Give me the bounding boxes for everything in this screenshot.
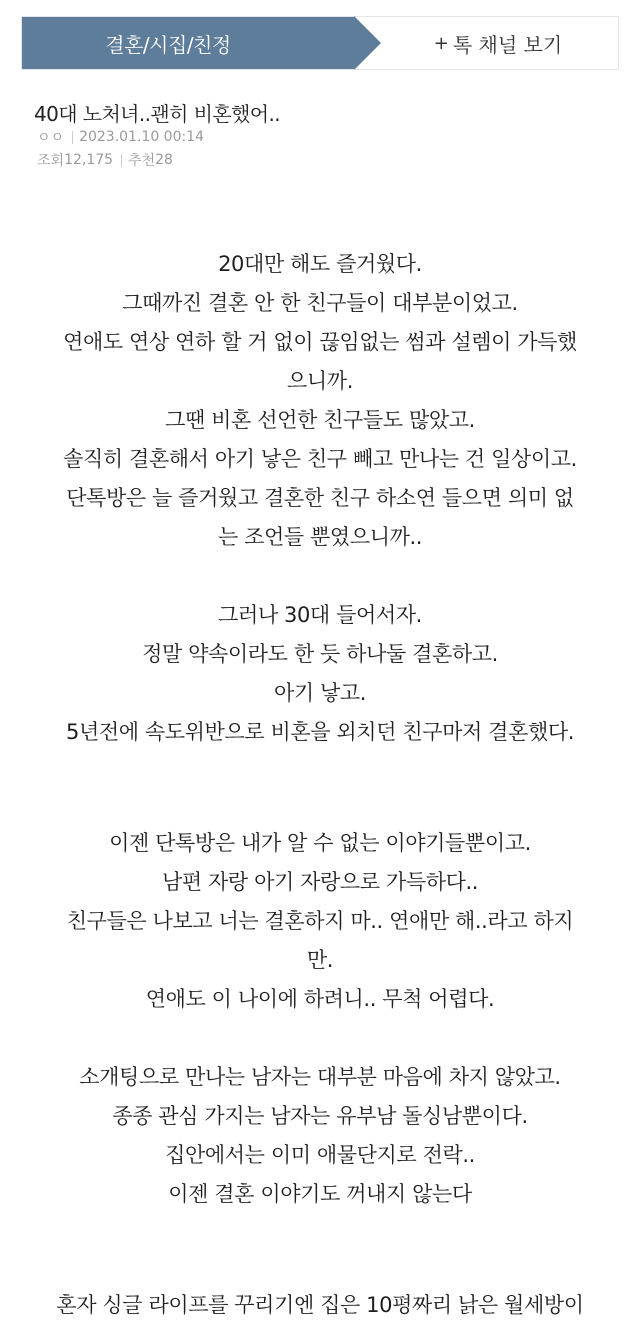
tab-channel-label: 톡 채널 보기 — [452, 32, 563, 57]
body-line: 그땐 비혼 선언한 친구들도 많았고. — [165, 408, 475, 432]
body-line: 그러나 30대 들어서자. — [218, 603, 422, 627]
body-line: 솔직히 결혼해서 아기 낳은 친구 빼고 만나는 건 일상이고. — [63, 447, 577, 471]
body-line: 정말 약속이라도 한 듯 하나둘 결혼하고. — [142, 642, 498, 666]
body-line: 종종 관심 가지는 남자는 유부남 돌싱남뿐이다. — [112, 1104, 528, 1128]
tab-category-marriage[interactable] — [22, 17, 354, 69]
tab-talk-channel[interactable] — [354, 17, 618, 69]
post-datetime: 2023.01.10 00:14 — [79, 129, 205, 145]
body-line: 는 조언들 뿐였으니까.. — [217, 525, 423, 549]
body-line: 그때까진 결혼 안 한 친구들이 대부분이었고. — [122, 291, 518, 315]
body-line: 아기 낳고. — [273, 681, 367, 705]
tab-category-label: 결혼/시집/친정 — [105, 32, 231, 57]
body-line: 5년전에 속도위반으로 비혼을 외치던 친구마저 결혼했다. — [66, 720, 574, 744]
body-line: 으니까. — [287, 369, 353, 393]
body-line: 남편 자랑 아기 자랑으로 가득하다.. — [161, 870, 479, 894]
paragraph-4 — [40, 1058, 600, 1214]
paragraph-5 — [40, 1286, 600, 1325]
body-line: 이젠 단톡방은 내가 알 수 없는 이야기들뿐이고. — [109, 831, 531, 855]
views-label: 조회 — [37, 153, 65, 169]
body-line: 혼자 싱글 라이프를 꾸리기엔 집은 10평짜리 낡은 월세방이 — [56, 1293, 584, 1317]
body-line: 연애도 이 나이에 하려니.. 무척 어렵다. — [145, 987, 495, 1011]
body-line: 연애도 연상 연하 할 거 없이 끊임없는 썸과 설렘이 가득했 — [63, 330, 577, 354]
body-line: 집안에서는 이미 애물단지로 전락.. — [165, 1143, 475, 1167]
meta-divider — [72, 131, 73, 144]
body-line: 20대만 해도 즐거웠다. — [218, 252, 422, 276]
meta-divider — [121, 154, 122, 167]
recommend-count: 28 — [155, 152, 173, 168]
body-line: 소개팅으로 만나는 남자는 대부분 마음에 차지 않았고. — [79, 1065, 561, 1089]
post-title: 40대 노처녀..괜히 비혼했어.. — [34, 102, 280, 126]
recommend-label: 추천 — [128, 153, 156, 169]
body-line: 단톡방은 늘 즐거웠고 결혼한 친구 하소연 들으면 의미 없 — [66, 486, 574, 510]
body-line: 이젠 결혼 이야기도 꺼내지 않는다 — [168, 1182, 472, 1206]
body-line: 친구들은 나보고 너는 결혼하지 마.. 연애만 해..라고 하지 — [66, 909, 574, 933]
plus-icon: + — [433, 32, 449, 54]
post-meta-stats — [37, 150, 173, 170]
paragraph-1 — [40, 245, 600, 557]
paragraph-3 — [40, 824, 600, 1019]
paragraph-2 — [40, 596, 600, 752]
views-count: 12,175 — [64, 152, 114, 168]
author-name[interactable]: ㅇㅇ — [37, 130, 65, 146]
category-tab-bar — [21, 16, 619, 70]
post-body — [40, 245, 600, 1325]
post-meta-author-date — [37, 127, 204, 147]
body-line: 만. — [306, 948, 334, 972]
